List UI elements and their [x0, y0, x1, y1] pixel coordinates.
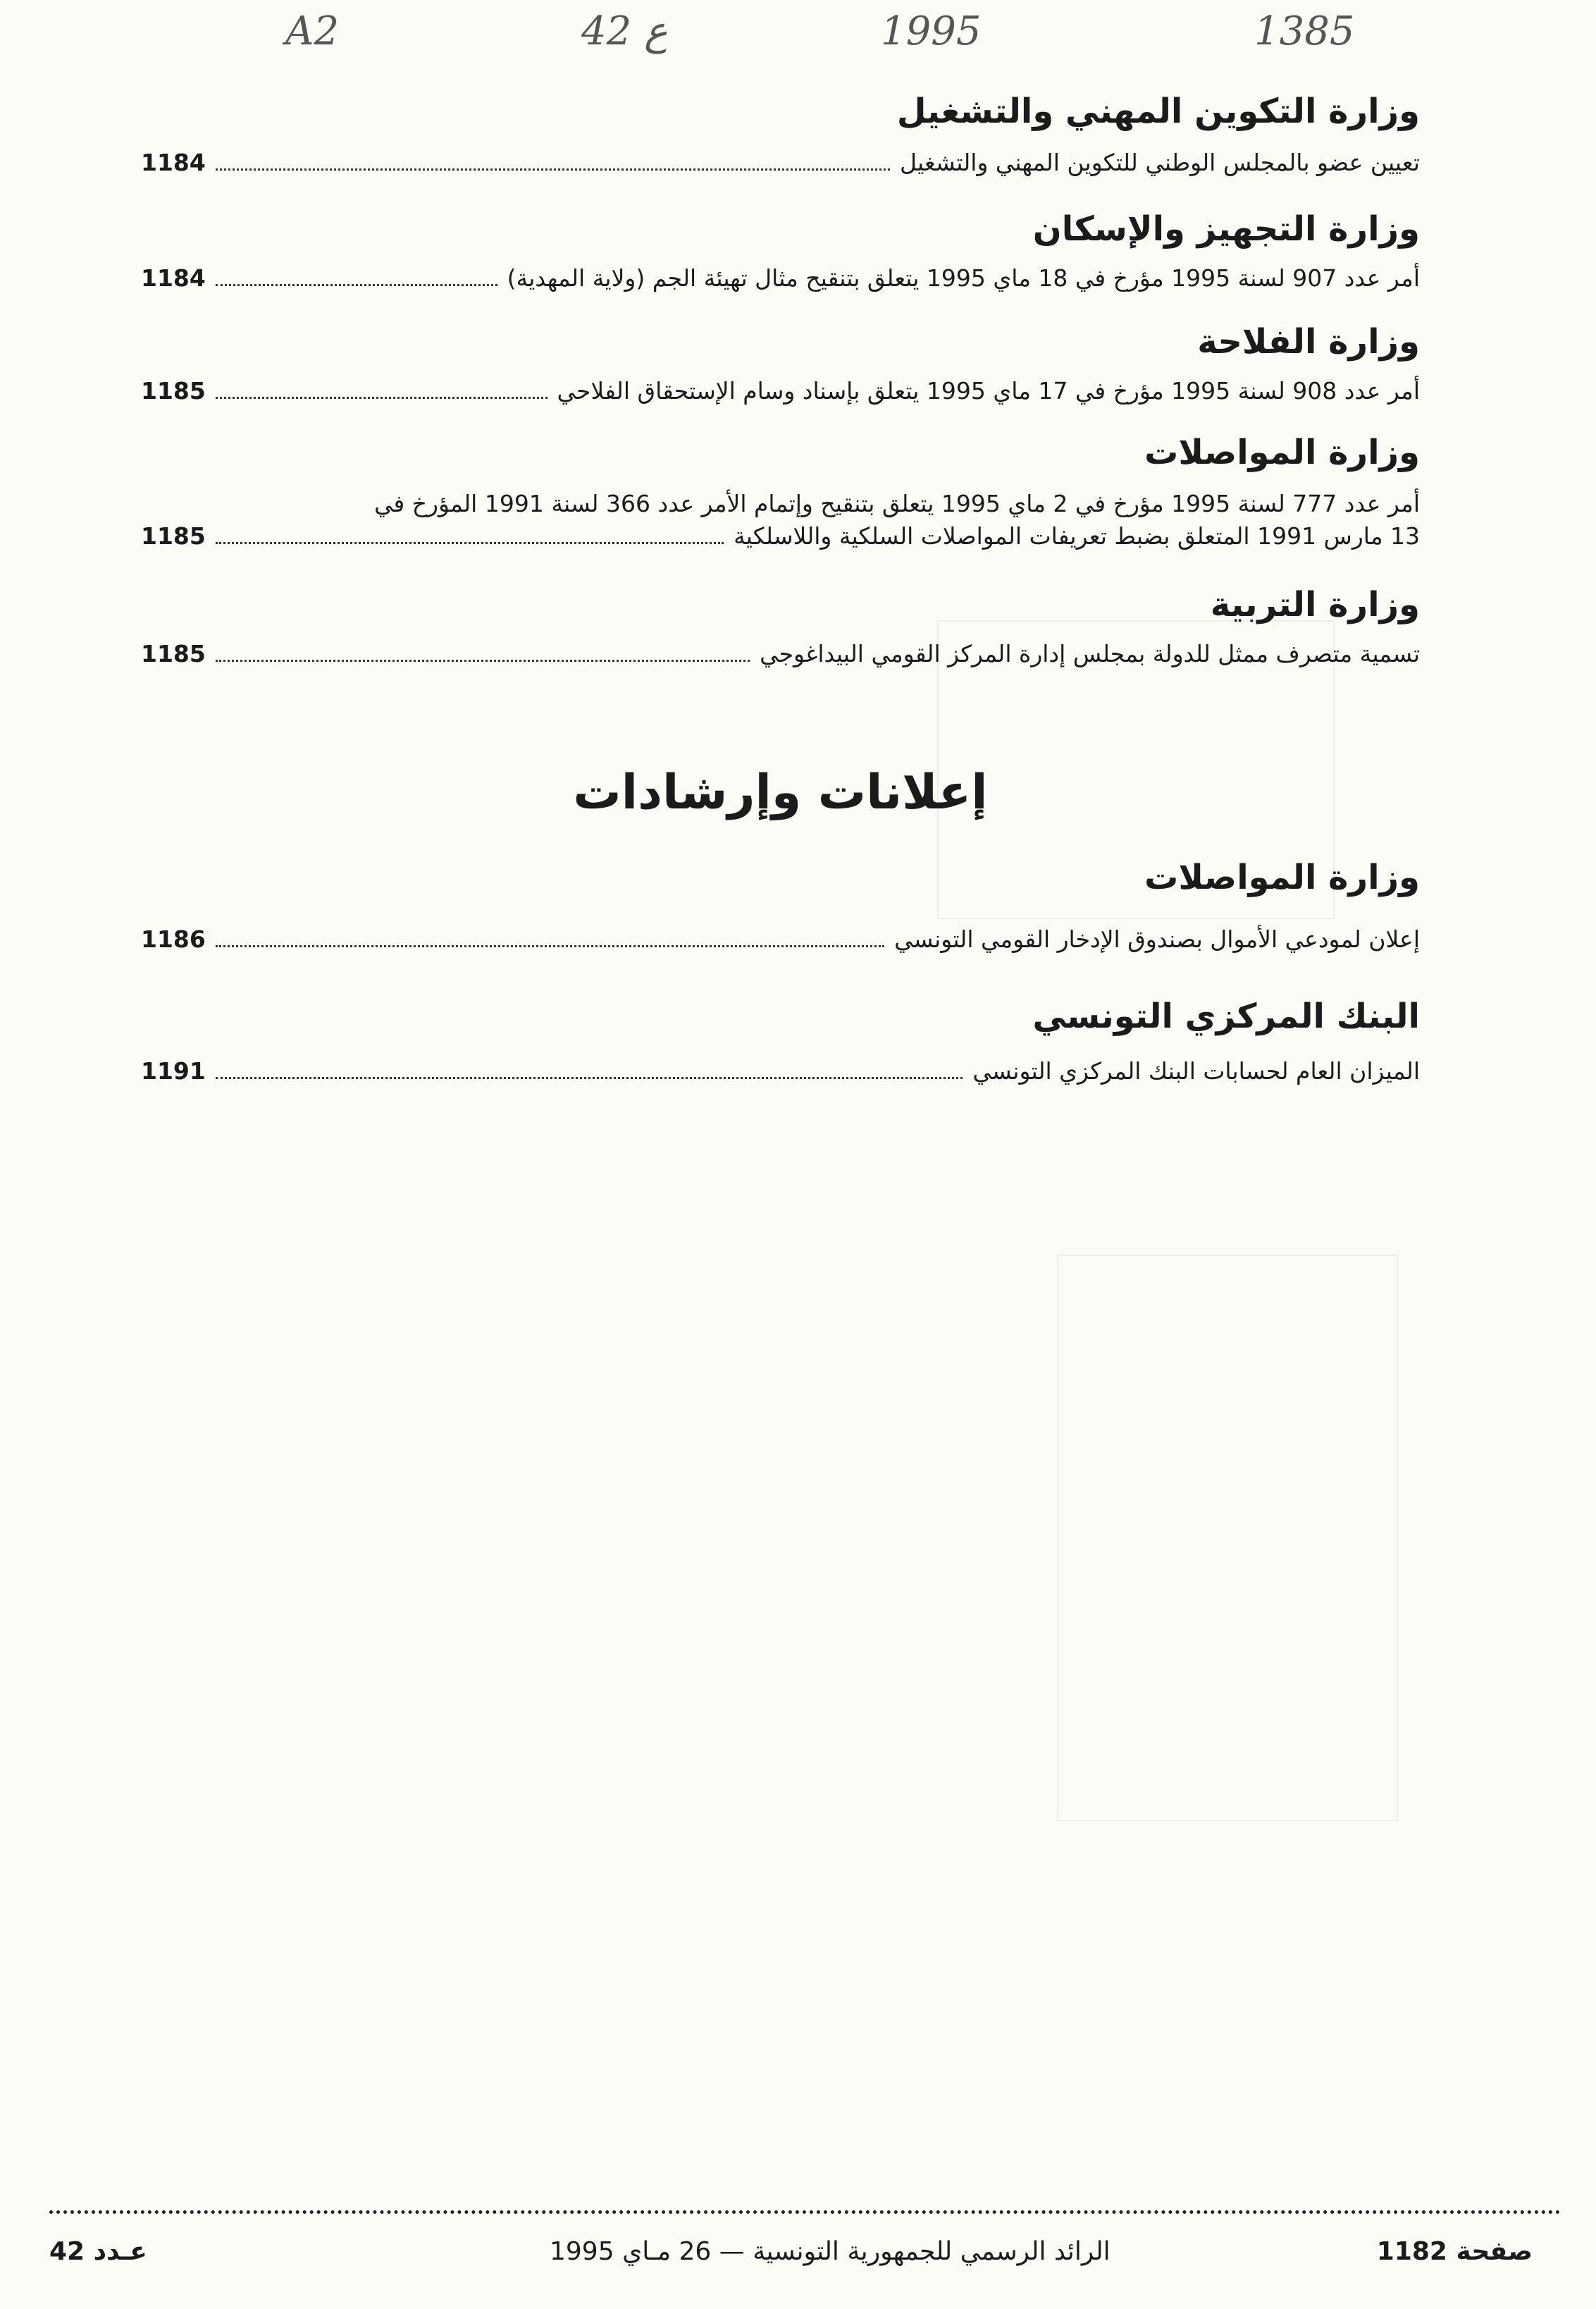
toc-page-number: 1184 — [141, 264, 206, 292]
leader-dots — [216, 542, 724, 544]
footer-page-label: صفحة 1182 — [1376, 2237, 1533, 2266]
announcements-title: إعلانات وإرشادات — [573, 765, 988, 820]
handwritten-note: A2 — [285, 8, 340, 54]
toc-page-number: 1184 — [141, 149, 206, 176]
handwritten-note: 42 ع — [581, 8, 668, 54]
toc-entry-text-line2: 13 مارس 1991 المتعلق بضبط تعريفات المواصلات السلكية واللاسلكية — [734, 522, 1420, 550]
toc-entry[interactable] — [141, 375, 1420, 407]
section-heading: وزارة التربية — [1210, 585, 1420, 624]
section-heading: وزارة التجهيز والإسكان — [1032, 209, 1420, 249]
toc-entry[interactable] — [141, 147, 1420, 179]
toc-entry-text: تسمية متصرف ممثل للدولة بمجلس إدارة المركز القومي البيداغوجي — [760, 640, 1420, 667]
section-heading: وزارة المواصلات — [1144, 433, 1420, 472]
handwritten-note: 1995 — [881, 8, 982, 54]
toc-page-number: 1186 — [141, 925, 206, 953]
toc-entry-text: الميزان العام لحسابات البنك المركزي التونسي — [972, 1057, 1420, 1085]
toc-entry[interactable] — [141, 1055, 1420, 1088]
toc-page-number: 1185 — [141, 377, 206, 405]
leader-dots — [216, 168, 890, 171]
leader-dots — [216, 284, 497, 286]
toc-page-number: 1185 — [141, 640, 206, 667]
bleed-through-box — [1057, 1255, 1398, 1821]
section-heading: البنك المركزي التونسي — [1032, 997, 1420, 1036]
toc-entry-text: إعلان لمودعي الأموال بصندوق الإدخار القومي التونسي — [894, 925, 1420, 953]
toc-entry-text: أمر عدد 908 لسنة 1995 مؤرخ في 17 ماي 1995 يتعلق بإسناد وسام الإستحقاق الفلاحي — [557, 377, 1420, 405]
toc-entry-text: أمر عدد 907 لسنة 1995 مؤرخ في 18 ماي 1995 يتعلق بتنقيح مثال تهيئة الجم (ولاية المهدية) — [507, 264, 1420, 292]
toc-entry[interactable] — [141, 262, 1420, 295]
leader-dots — [216, 945, 884, 947]
toc-entry-line2 — [141, 520, 1420, 553]
toc-page-number: 1185 — [141, 522, 206, 550]
toc-entry[interactable] — [141, 488, 1420, 553]
handwritten-note: 1385 — [1254, 8, 1355, 54]
leader-dots — [216, 397, 548, 399]
toc-entry-text: تعيين عضو بالمجلس الوطني للتكوين المهني والتشغيل — [899, 149, 1420, 176]
toc-entry[interactable] — [141, 923, 1420, 956]
toc-entry-text-line1: أمر عدد 777 لسنة 1995 مؤرخ في 2 ماي 1995 يتعلق بتنقيح وإتمام الأمر عدد 366 لسنة 1991 المؤرخ في — [373, 490, 1420, 517]
leader-dots — [216, 660, 750, 662]
footer-journal-title: الرائد الرسمي للجمهورية التونسية — 26 مـاي 1995 — [550, 2237, 1111, 2266]
section-heading: وزارة الفلاحة — [1197, 322, 1420, 362]
leader-dots — [216, 1077, 963, 1079]
toc-entry[interactable] — [141, 638, 1420, 670]
footer-issue-number: عـدد 42 — [49, 2237, 147, 2266]
footer-rule — [49, 2210, 1561, 2214]
toc-page-number: 1191 — [141, 1057, 206, 1085]
section-heading: وزارة المواصلات — [1144, 858, 1420, 897]
section-heading: وزارة التكوين المهني والتشغيل — [896, 92, 1420, 131]
